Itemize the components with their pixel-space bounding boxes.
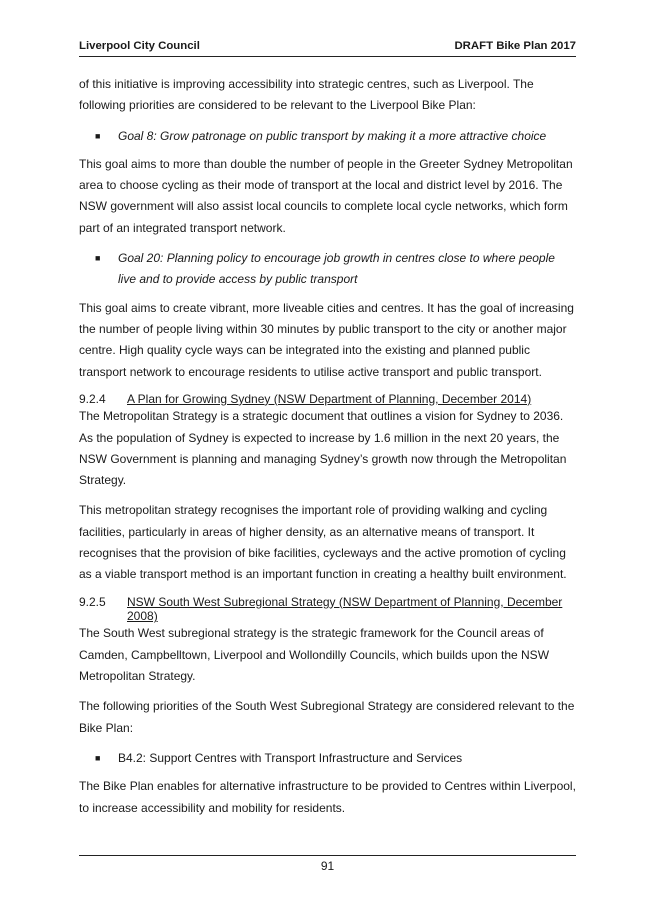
header-document-title: DRAFT Bike Plan 2017 — [454, 40, 576, 52]
bullet-square-icon: ■ — [95, 253, 101, 264]
page-header — [79, 38, 576, 57]
section-9-2-4-heading — [79, 392, 576, 406]
page-number: 91 — [320, 859, 335, 873]
goal-20-label: Goal 20: Planning policy to encourage job growth in centres close to where people live and to provide access by public transport — [118, 251, 555, 287]
section-9-2-5-heading — [79, 595, 576, 624]
section-title: NSW South West Subregional Strategy (NSW Department of Planning, December 2008) — [127, 594, 563, 624]
goal-8-paragraph: This goal aims to more than double the number of people in the Greeter Sydney Metropolitan area to choose cycling as their mode of transport at the local and district level by 2016. The NSW government will also assist local councils to complete local cycle networks, which form part of an integrated transport network. — [79, 156, 573, 235]
section-title: A Plan for Growing Sydney (NSW Department of Planning, December 2014) — [127, 391, 532, 406]
section-9-2-5-paragraph-1: The South West subregional strategy is the strategic framework for the Council areas of Camden, Campbelltown, Liverpool and Wollondilly Councils, which builds upon the NSW Metropolitan Strategy. — [79, 626, 550, 684]
bullet-square-icon: ■ — [95, 752, 101, 763]
bullet-square-icon: ■ — [95, 130, 101, 141]
b4-2-paragraph: The Bike Plan enables for alternative infrastructure to be provided to Centres within Liverpool, to increase accessibility and mobility for residents. — [79, 779, 576, 815]
page-footer — [79, 855, 576, 873]
section-number: 9.2.4 — [79, 391, 106, 406]
section-9-2-4-paragraph-2: This metropolitan strategy recognises the important role of providing walking and cycling facilities, particularly in areas of higher density, as an alternative means of transport. It recognises that the provision of bike facilities, cycleways and the active promotion of cycling as a viable transport method is an important function in creating a healthy built environment. — [79, 503, 567, 582]
goal-20-bullet — [79, 248, 576, 291]
goal-8-label: Goal 8: Grow patronage on public transport by making it a more attractive choice — [118, 128, 547, 143]
goal-20-paragraph: This goal aims to create vibrant, more liveable cities and centres. It has the goal of increasing the number of people living within 30 minutes by public transport to the city or another major centre. High quality cycle ways can be integrated into the existing and planned public transport network to encourage residents to utilise active transport and public transport. — [79, 300, 574, 379]
goal-8-bullet — [79, 126, 576, 147]
page-content — [79, 74, 576, 828]
section-9-2-5-paragraph-2: The following priorities of the South West Subregional Strategy are considered relevant to the Bike Plan: — [79, 699, 575, 735]
section-number: 9.2.5 — [79, 594, 106, 609]
section-9-2-4-paragraph-1: The Metropolitan Strategy is a strategic document that outlines a vision for Sydney to 2036. As the population of Sydney is expected to increase by 1.6 million in the next 20 years, the NSW Government is planning and managing Sydney’s growth now through the Metropolitan Strategy. — [79, 409, 567, 488]
b4-2-label: B4.2: Support Centres with Transport Infrastructure and Services — [118, 750, 463, 765]
header-organisation: Liverpool City Council — [79, 40, 200, 52]
b4-2-bullet — [79, 748, 576, 769]
intro-paragraph: of this initiative is improving accessibility into strategic centres, such as Liverpool. The following priorities are considered to be relevant to the Liverpool Bike Plan: — [79, 77, 534, 113]
